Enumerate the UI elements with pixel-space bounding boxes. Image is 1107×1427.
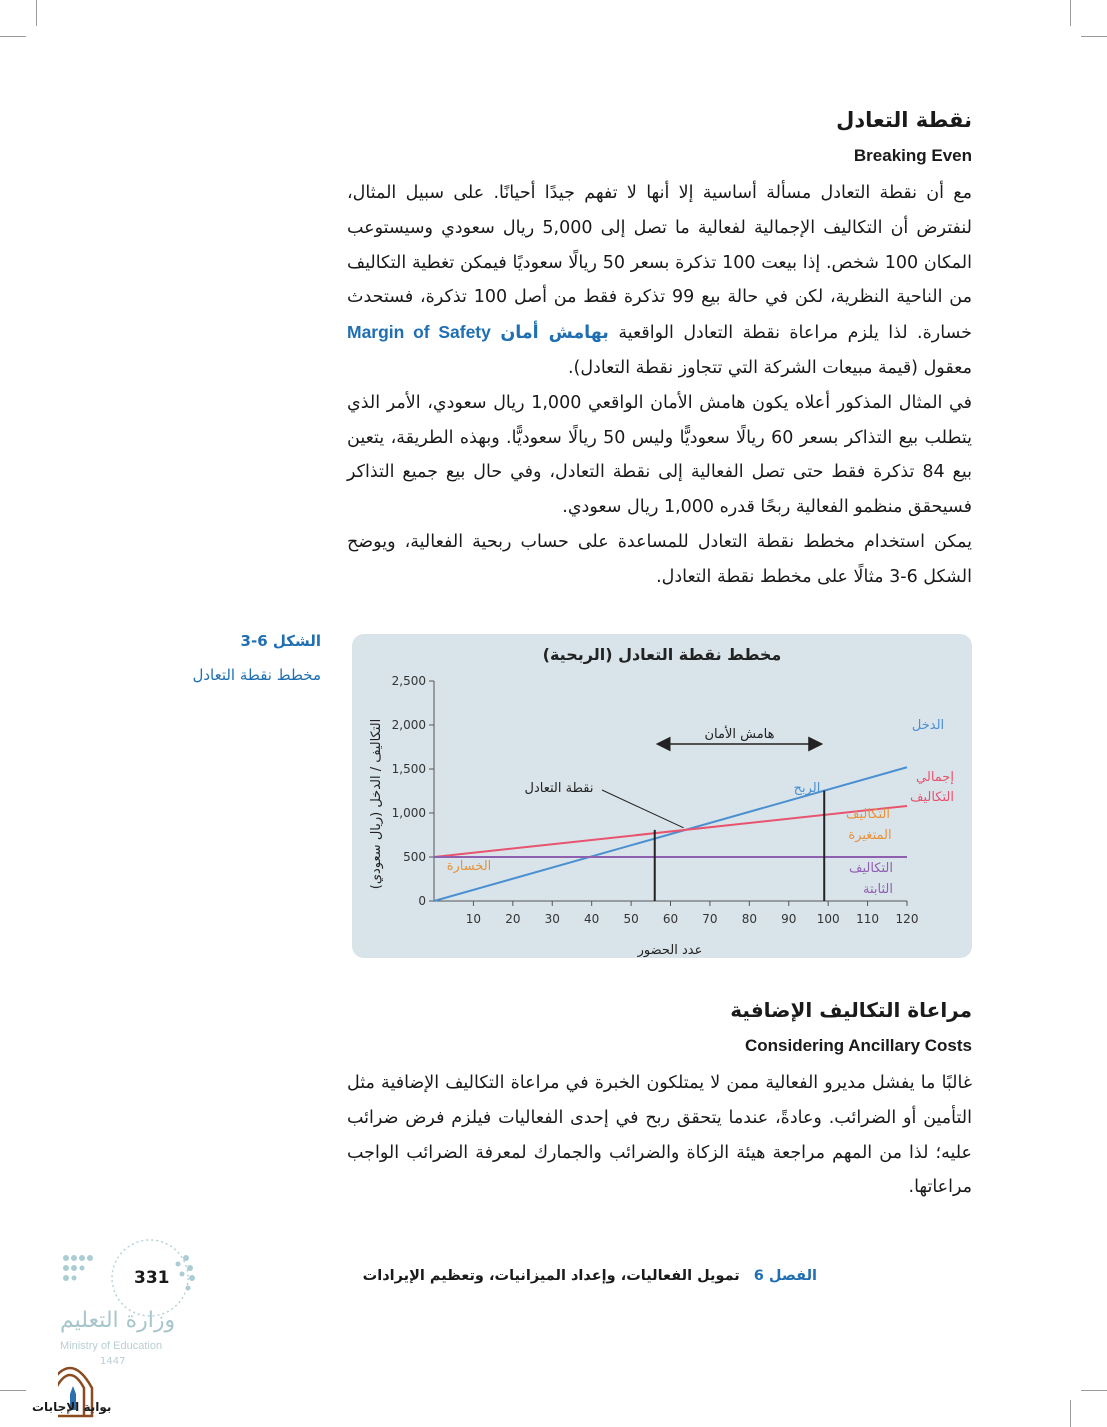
loss-label: الخسارة (446, 859, 492, 874)
page-number: 331 (134, 1268, 170, 1288)
y-axis-label: التكاليف / الدخل (ريال سعودي) (369, 718, 384, 890)
x-tick-label: 110 (856, 912, 880, 926)
x-tick-label: 30 (544, 912, 560, 926)
variable-costs-label: التكاليف (846, 807, 890, 822)
paragraph-1-text: مع أن نقطة التعادل مسألة أساسية إلا أنها لا تفهم جيدًا أحيانًا. على سبيل المثال، لنفترض أن التكاليف الإجمالية لفعالية ما تصل إلى 5,000 ريال سعودي وسيستوعب المكان 100 شخص. إذا بيعت 100 تذكرة بسعر 50 ريالًا سعوديًا فيمكن تغطية التكاليف من الناحية النظرية، لكن في حالة بيع 99 تذكرة فقط من أصل 100 تذكرة، فستحدث خسارة. لذا يلزم مراعاة نقطة التعادل الواقعية (347, 183, 973, 344)
paragraph-1-end: معقول (قيمة مبيعات الشركة التي تتجاوز نقطة التعادل). (567, 357, 972, 378)
y-tick-label: 0 (418, 894, 426, 908)
y-tick-label: 2,500 (391, 674, 426, 688)
break-even-pointer (602, 790, 684, 828)
ministry-name-ar: وزارة التعليم (60, 1308, 176, 1333)
x-tick-label: 90 (781, 912, 797, 926)
y-tick-label: 500 (403, 850, 426, 864)
chart-svg (352, 634, 972, 958)
x-tick-label: 40 (584, 912, 600, 926)
break-even-chart (352, 634, 972, 958)
section-body (347, 176, 972, 595)
profit-label: الربح (793, 781, 821, 796)
chart-title: مخطط نقطة التعادل (الربحية) (542, 645, 782, 664)
crop-mark (1070, 1400, 1071, 1427)
highlight-term-en: Margin of Safety (347, 322, 491, 343)
section-title-en: Breaking Even (853, 146, 972, 165)
total-costs-label-2: التكاليف (910, 790, 954, 805)
margin-of-safety-label: هامش الأمان (704, 727, 775, 742)
highlight-term-ar: بهامش أمان (500, 323, 609, 344)
page-footer (363, 1268, 817, 1284)
crop-mark (1070, 0, 1071, 26)
x-tick-label: 80 (741, 912, 757, 926)
income-label: الدخل (911, 718, 945, 733)
section2-title-en: Considering Ancillary Costs (744, 1036, 972, 1055)
figure-number: الشكل 6-3 (240, 632, 321, 650)
paragraph-2: في المثال المذكور أعلاه يكون هامش الأمان الواقعي 1,000 ريال سعودي، الأمر الذي يتطلب بيع التذاكر بسعر 60 ريالًا سعوديًّا وليس 50 ريالًا سعوديًّا. وبهذه الطريقة، يتعين بيع 84 تذكرة فقط حتى تصل الفعالية إلى نقطة التعادل، وفي حال بيع جميع التذاكر فسيحقق منظمو الفعالية ربحًا قدره 1,000 ريال سعودي. (347, 392, 973, 518)
figure-caption: مخطط نقطة التعادل (192, 666, 321, 684)
x-tick-label: 100 (816, 912, 840, 926)
ministry-name-en: Ministry of Education (60, 1340, 163, 1352)
break-even-label: نقطة التعادل (524, 781, 594, 796)
x-axis-label: عدد الحضور (637, 943, 703, 958)
crop-mark (0, 36, 26, 37)
section2-title-ar: مراعاة التكاليف الإضافية (730, 998, 972, 1022)
series-layer (434, 767, 907, 901)
y-tick-label: 1,000 (391, 806, 426, 820)
x-tick-label: 10 (465, 912, 482, 926)
x-tick-label: 50 (623, 912, 639, 926)
site-name: بوابة الإجابات (32, 1400, 112, 1414)
crop-mark (1081, 1390, 1107, 1391)
chapter-title: تمويل الفعاليات، وإعداد الميزانيات، وتعظيم الإيرادات (362, 1268, 740, 1284)
y-tick-label: 2,000 (391, 718, 426, 732)
series-line (434, 767, 907, 901)
fixed-costs-label-2: الثابتة (863, 882, 893, 897)
x-tick-label: 70 (702, 912, 718, 926)
x-tick-label: 120 (895, 912, 919, 926)
ministry-year: 1447 (100, 1356, 126, 1367)
series-line (434, 806, 907, 857)
x-tick-label: 20 (505, 912, 521, 926)
paragraph-3: يمكن استخدام مخطط نقطة التعادل للمساعدة على حساب ربحية الفعالية، ويوضح الشكل 6-3 مثالًا على مخطط نقطة التعادل. (347, 531, 972, 587)
section2-paragraph: غالبًا ما يفشل مديرو الفعالية ممن لا يمتلكون الخبرة في مراعاة التكاليف الإضافية مثل التأمين أو الضرائب. وعادةً، عندما يتحقق ربح في إحدى الفعاليات فيلزم فرض ضرائب عليه؛ لذا من المهم مراجعة هيئة الزكاة والضرائب والجمارك لمعرفة الضرائب الواجب مراعاتها. (347, 1073, 972, 1198)
annotations-layer (447, 718, 954, 897)
section-title-ar: نقطة التعادل (836, 108, 972, 132)
variable-costs-label-2: المتغيرة (848, 828, 892, 843)
crop-mark (0, 1390, 26, 1391)
paragraph-1 (347, 176, 972, 386)
x-tick-label: 60 (662, 912, 679, 926)
fixed-costs-label: التكاليف (849, 861, 893, 876)
chapter-number: الفصل 6 (753, 1268, 817, 1284)
y-tick-label: 1,500 (391, 762, 426, 776)
crop-mark (1081, 36, 1107, 37)
total-costs-label: إجمالي (916, 770, 954, 785)
crop-mark (36, 0, 37, 26)
